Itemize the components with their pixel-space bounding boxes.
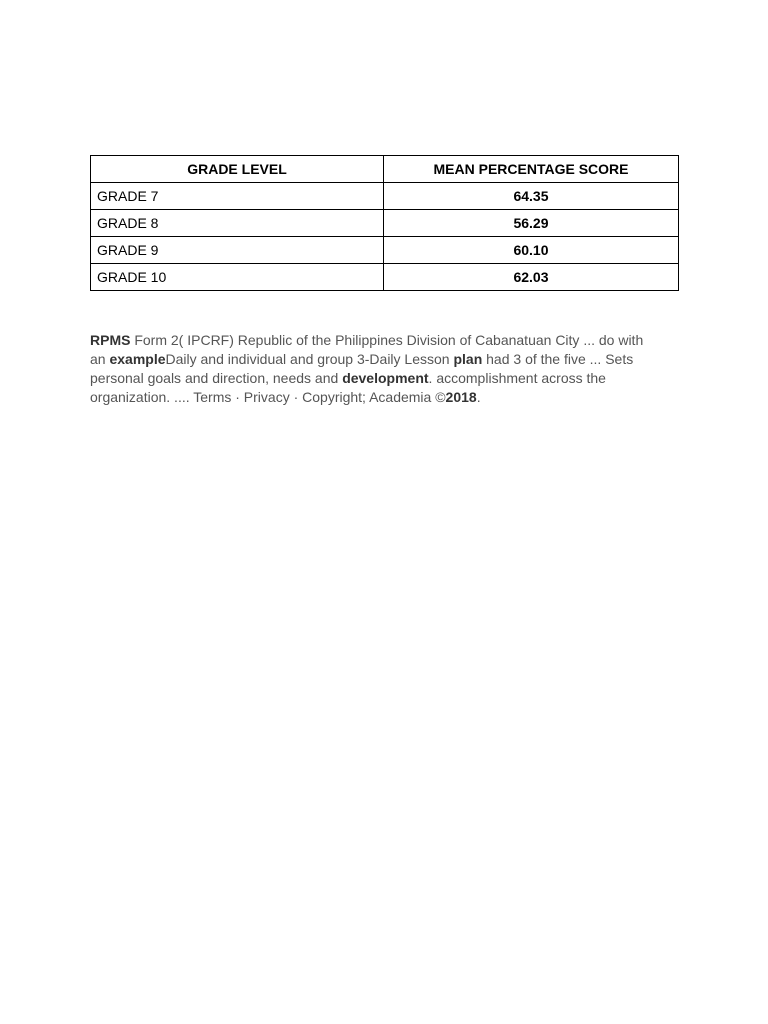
snippet-text: . — [476, 389, 481, 405]
grade-cell: GRADE 10 — [91, 264, 384, 291]
snippet-keyword: example — [109, 351, 166, 367]
snippet-text: had 3 of the five ... Sets personal goals and direction, needs and — [90, 351, 634, 386]
score-cell: 60.10 — [384, 237, 679, 264]
grade-cell: GRADE 8 — [91, 210, 384, 237]
table-row — [91, 183, 679, 210]
header-mean-percentage-score: MEAN PERCENTAGE SCORE — [384, 156, 679, 183]
search-snippet-text — [90, 331, 650, 407]
table-row — [91, 264, 679, 291]
snippet-keyword: 2018 — [445, 389, 477, 405]
table-row — [91, 237, 679, 264]
snippet-text: . accomplishment across the organization. .... Terms · Privacy · Copyright; Academia © — [90, 370, 606, 405]
snippet-text: Daily and individual and group 3-Daily Lesson — [165, 351, 454, 367]
header-grade-level: GRADE LEVEL — [91, 156, 384, 183]
table-header-row — [91, 156, 679, 183]
grade-cell: GRADE 7 — [91, 183, 384, 210]
score-cell: 62.03 — [384, 264, 679, 291]
snippet-text: Form 2( IPCRF) Republic of the Philippines Division of Cabanatuan City ... do with an — [90, 332, 644, 367]
grade-cell: GRADE 9 — [91, 237, 384, 264]
mean-percentage-score-table — [90, 155, 679, 291]
snippet-keyword: plan — [453, 351, 483, 367]
score-cell: 64.35 — [384, 183, 679, 210]
score-cell: 56.29 — [384, 210, 679, 237]
table-row — [91, 210, 679, 237]
snippet-keyword: RPMS — [90, 332, 131, 348]
snippet-keyword: development — [342, 370, 429, 386]
